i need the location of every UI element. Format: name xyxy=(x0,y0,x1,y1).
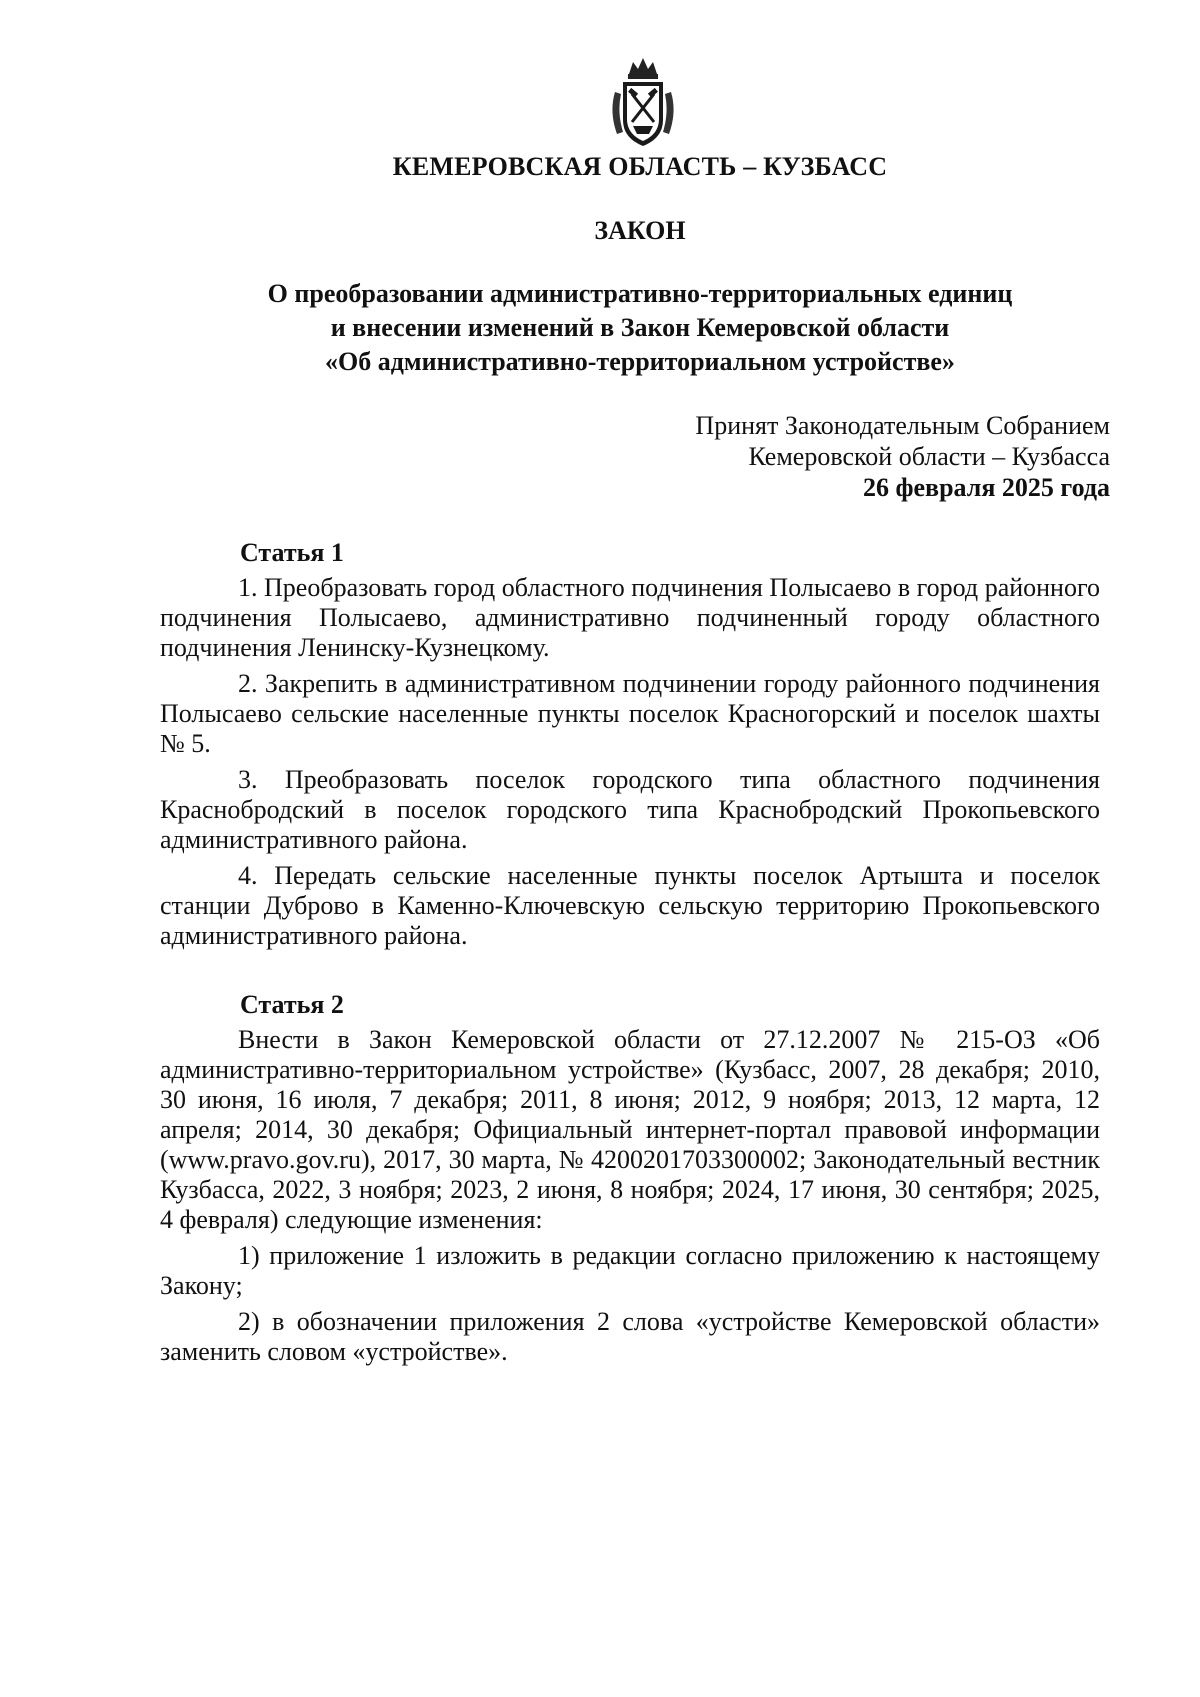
article-2-body xyxy=(160,1025,1100,1373)
article-2-heading: Статья 2 xyxy=(240,990,344,1019)
article-1-heading: Статья 1 xyxy=(240,538,344,567)
law-title-line: «Об административно-территориальном устройстве» xyxy=(325,347,955,376)
article-2-paragraph: Внести в Закон Кемеровской области от 27.12.2007 № 215-ОЗ «Об административно-территориальном устройстве» (Кузбасс, 2007, 28 декабря; 2010, 30 июня, 16 июля, 7 декабря; 2011, 8 июня; 2012, 9 ноября; 2013, 12 марта, 12 апреля; 2014, 30 декабря; Официальный интернет-портал правовой информации (www.pravo.gov.ru), 2017, 30 марта, № 4200201703300002; Законодательный вестник Кузбасса, 2022, 3 ноября; 2023, 2 июня, 8 ноября; 2024, 17 июня, 30 сентября; 2025, 4 февраля) следующие изменения: xyxy=(160,1025,1100,1234)
law-title-line: О преобразовании административно-территориальных единиц xyxy=(267,279,1013,308)
adoption-line: Принят Законодательным Собранием xyxy=(695,411,1110,440)
law-title-line: и внесении изменений в Закон Кемеровской области xyxy=(330,313,950,342)
article-2-paragraph: 1) приложение 1 изложить в редакции согласно приложению к настоящему Закону; xyxy=(160,1241,1100,1300)
article-1-paragraph: 3. Преобразовать поселок городского типа областного подчинения Краснобродский в поселок городского типа Краснобродский Прокопьевского административного района. xyxy=(160,765,1100,854)
adoption-line: Кемеровской области – Кузбасса xyxy=(748,442,1110,471)
region-title: КЕМЕРОВСКАЯ ОБЛАСТЬ – КУЗБАСС xyxy=(392,152,888,181)
article-1-paragraph: 1. Преобразовать город областного подчинения Полысаево в город районного подчинения Полысаево, административно подчиненный городу областного подчинения Ленинску-Кузнецкому. xyxy=(160,573,1100,662)
coat-of-arms-icon xyxy=(605,52,681,152)
article-1-body xyxy=(160,573,1100,957)
adoption-block xyxy=(695,410,1110,503)
article-1-paragraph: 4. Передать сельские населенные пункты поселок Артышта и поселок станции Дуброво в Каменно-Ключевскую сельскую территорию Прокопьевского административного района. xyxy=(160,861,1100,950)
adoption-date: 26 февраля 2025 года xyxy=(863,473,1110,502)
law-title xyxy=(140,277,1140,379)
document-type: ЗАКОН xyxy=(594,216,686,245)
article-2-paragraph: 2) в обозначении приложения 2 слова «устройстве Кемеровской области» заменить словом «устройстве». xyxy=(160,1307,1100,1366)
article-1-paragraph: 2. Закрепить в административном подчинении городу районного подчинения Полысаево сельские населенные пункты поселок Красногорский и поселок шахты № 5. xyxy=(160,669,1100,758)
